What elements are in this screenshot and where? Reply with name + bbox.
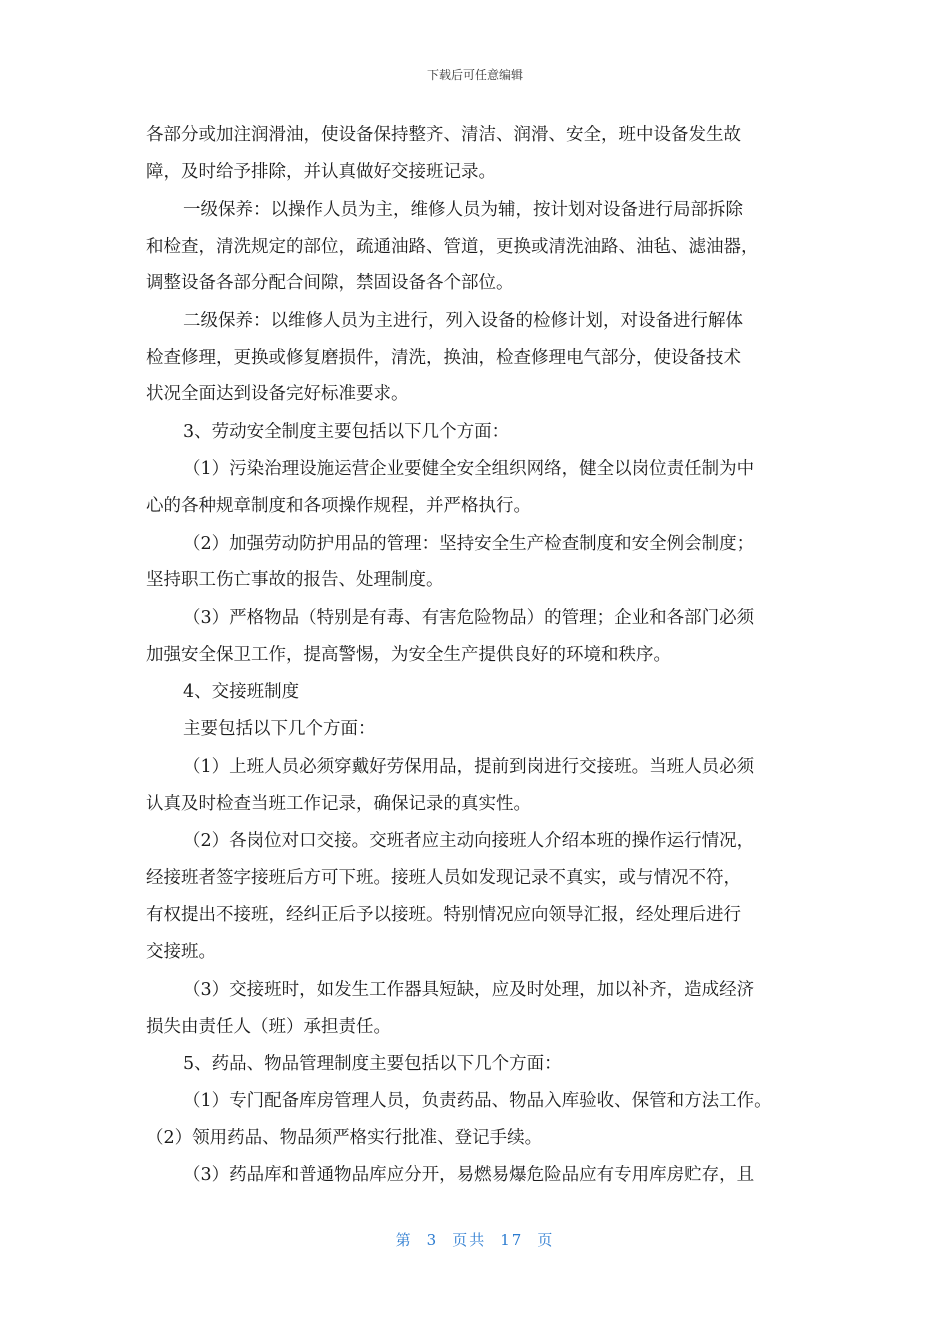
paragraph-line: 加强安全保卫工作，提高警惕，为安全生产提供良好的环境和秩序。	[146, 645, 671, 665]
paragraph-line: 有权提出不接班，经纠正后予以接班。特别情况应向领导汇报，经处理后进行	[146, 905, 741, 925]
paragraph-line: （3）交接班时，如发生工作器具短缺，应及时处理，加以补齐，造成经济	[183, 980, 755, 1000]
paragraph-line: （1）专门配备库房管理人员，负责药品、物品入库验收、保管和方法工作。	[183, 1091, 772, 1111]
paragraph-line: 各部分或加注润滑油，使设备保持整齐、清洁、润滑、安全，班中设备发生故	[146, 125, 741, 145]
paragraph-line: 认真及时检查当班工作记录，确保记录的真实性。	[146, 794, 531, 814]
paragraph-line: 和检查，清洗规定的部位，疏通油路、管道，更换或清洗油路、油毡、滤油器，	[146, 237, 759, 257]
footer-suffix: 页	[537, 1231, 555, 1249]
paragraph-line: 调整设备各部分配合间隙，禁固设备各个部位。	[146, 273, 514, 293]
paragraph-line: 状况全面达到设备完好标准要求。	[146, 384, 409, 404]
paragraph-line: （2）加强劳动防护用品的管理：坚持安全生产检查制度和安全例会制度；	[183, 534, 755, 554]
footer-page-number: 3	[426, 1231, 439, 1249]
page-header: 下载后可任意编辑	[426, 68, 523, 82]
paragraph-line: 二级保养：以维修人员为主进行，列入设备的检修计划，对设备进行解体	[183, 311, 743, 331]
section-heading: 3、劳动安全制度主要包括以下几个方面：	[183, 422, 510, 442]
paragraph-line: （3）药品库和普通物品库应分开，易燃易爆危险品应有专用库房贮存，且	[183, 1165, 755, 1185]
section-heading: 5、药品、物品管理制度主要包括以下几个方面：	[183, 1054, 562, 1074]
paragraph-line: （2）领用药品、物品须严格实行批准、登记手续。	[146, 1128, 543, 1148]
footer-prefix: 第	[395, 1231, 413, 1249]
paragraph-line: 障，及时给予排除，并认真做好交接班记录。	[146, 162, 496, 182]
paragraph-line: （3）严格物品（特别是有毒、有害危险物品）的管理；企业和各部门必须	[183, 608, 755, 628]
paragraph-line: 检查修理，更换或修复磨损件，清洗，换油，检查修理电气部分，使设备技术	[146, 348, 741, 368]
paragraph-line: 损失由责任人（班）承担责任。	[146, 1017, 391, 1037]
footer-total-pages: 17	[500, 1231, 524, 1249]
footer-middle: 页共	[452, 1231, 487, 1249]
paragraph-line: 经接班者签字接班后方可下班。接班人员如发现记录不真实，或与情况不符，	[146, 868, 741, 888]
paragraph-line: （1）污染治理设施运营企业要健全安全组织网络，健全以岗位责任制为中	[183, 459, 755, 479]
paragraph-line: 心的各种规章制度和各项操作规程，并严格执行。	[146, 496, 531, 516]
section-heading: 4、交接班制度	[183, 682, 300, 702]
paragraph-line: （1）上班人员必须穿戴好劳保用品，提前到岗进行交接班。当班人员必须	[183, 757, 755, 777]
page-footer	[0, 1229, 950, 1250]
paragraph-line: 交接班。	[146, 942, 216, 962]
paragraph-line: 坚持职工伤亡事故的报告、处理制度。	[146, 570, 444, 590]
paragraph-line: 主要包括以下几个方面：	[183, 719, 376, 739]
paragraph-line: 一级保养：以操作人员为主，维修人员为辅，按计划对设备进行局部拆除	[183, 200, 743, 220]
paragraph-line: （2）各岗位对口交接。交班者应主动向接班人介绍本班的操作运行情况，	[183, 831, 755, 851]
